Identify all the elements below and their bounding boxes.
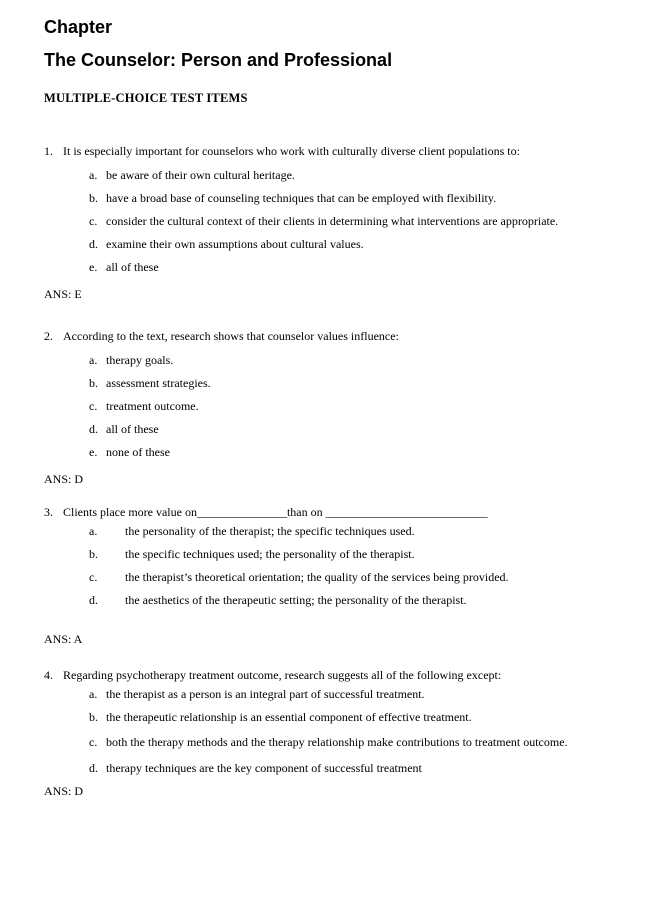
- option-text: both the therapy methods and the therapy relationship make contributions to treatment outcome.: [106, 735, 568, 749]
- option-text: therapy techniques are the key component of successful treatment: [106, 761, 422, 775]
- question-number: 3.: [44, 505, 53, 519]
- option-letter: b.: [89, 376, 98, 390]
- option-letter: d.: [89, 422, 98, 436]
- question-number: 1.: [44, 144, 53, 158]
- option-b: [89, 375, 649, 391]
- answer-line: ANS: A: [44, 632, 83, 646]
- option-letter: e.: [89, 260, 98, 274]
- option-text: consider the cultural context of their clients in determining what interventions are appropriate.: [106, 214, 559, 228]
- option-text: assessment strategies.: [106, 376, 211, 390]
- question-stem: [44, 328, 649, 344]
- option-a: [89, 352, 649, 368]
- option-text: the therapist’s theoretical orientation; the quality of the services being provided.: [125, 570, 509, 584]
- option-b: [89, 190, 649, 206]
- option-list: [44, 167, 649, 275]
- option-c: [89, 569, 649, 585]
- chapter-label: Chapter: [44, 17, 113, 37]
- question-stem: [44, 667, 649, 683]
- option-list: [44, 523, 649, 608]
- option-b: [89, 546, 649, 562]
- option-b: [89, 709, 649, 725]
- option-text: examine their own assumptions about cultural values.: [106, 237, 364, 251]
- option-d: [89, 236, 649, 252]
- option-text: treatment outcome.: [106, 399, 199, 413]
- option-text: none of these: [106, 445, 170, 459]
- question-text: Clients place more value on_______________than on ___________________________: [63, 505, 488, 519]
- option-text: have a broad base of counseling techniques that can be employed with flexibility.: [106, 191, 497, 205]
- option-d: [89, 421, 649, 437]
- option-text: all of these: [106, 422, 159, 436]
- option-a: [89, 686, 649, 702]
- option-letter: b.: [89, 191, 98, 205]
- option-letter: c.: [89, 735, 98, 749]
- question-stem: [44, 504, 649, 520]
- option-text: the therapeutic relationship is an essential component of effective treatment.: [106, 710, 472, 724]
- question-1: [44, 143, 649, 302]
- option-letter: a.: [89, 168, 98, 182]
- question-text: It is especially important for counselors who work with culturally diverse client populations to:: [63, 144, 520, 158]
- option-d: [89, 760, 649, 776]
- answer-line: ANS: E: [44, 287, 82, 301]
- option-c: [89, 398, 649, 414]
- question-text: According to the text, research shows that counselor values influence:: [63, 329, 399, 343]
- option-a: [89, 167, 649, 183]
- option-letter: e.: [89, 445, 98, 459]
- option-e: [89, 444, 649, 460]
- option-a: [89, 523, 649, 539]
- option-text: the therapist as a person is an integral part of successful treatment.: [106, 687, 425, 701]
- question-3: [44, 504, 649, 647]
- option-list: [44, 686, 649, 776]
- option-letter: c.: [89, 214, 98, 228]
- option-text: the aesthetics of the therapeutic setting; the personality of the therapist.: [125, 593, 467, 607]
- option-text: the personality of the therapist; the specific techniques used.: [125, 524, 415, 538]
- option-list: [44, 352, 649, 460]
- question-stem: [44, 143, 649, 159]
- question-4: [44, 667, 649, 799]
- option-letter: c.: [89, 399, 98, 413]
- answer-line: ANS: D: [44, 472, 84, 486]
- option-letter: b.: [89, 710, 98, 724]
- option-letter: a.: [89, 687, 98, 701]
- option-letter: d.: [89, 237, 98, 251]
- option-letter: b.: [89, 547, 98, 561]
- option-c: [89, 732, 649, 753]
- option-text: therapy goals.: [106, 353, 174, 367]
- question-number: 2.: [44, 329, 53, 343]
- option-e: [89, 259, 649, 275]
- option-letter: d.: [89, 593, 98, 607]
- option-letter: a.: [89, 524, 98, 538]
- option-letter: d.: [89, 761, 98, 775]
- answer-line: ANS: D: [44, 784, 84, 798]
- option-letter: a.: [89, 353, 98, 367]
- option-c: [89, 213, 649, 229]
- option-d: [89, 592, 649, 608]
- question-2: [44, 328, 649, 487]
- question-number: 4.: [44, 668, 53, 682]
- option-text: be aware of their own cultural heritage.: [106, 168, 295, 182]
- option-text: all of these: [106, 260, 159, 274]
- page-title: The Counselor: Person and Professional: [44, 50, 393, 70]
- option-text: the specific techniques used; the personality of the therapist.: [125, 547, 415, 561]
- question-list: [44, 143, 649, 799]
- option-letter: c.: [89, 570, 98, 584]
- question-text: Regarding psychotherapy treatment outcome, research suggests all of the following except:: [63, 668, 502, 682]
- section-heading: MULTIPLE-CHOICE TEST ITEMS: [44, 91, 248, 105]
